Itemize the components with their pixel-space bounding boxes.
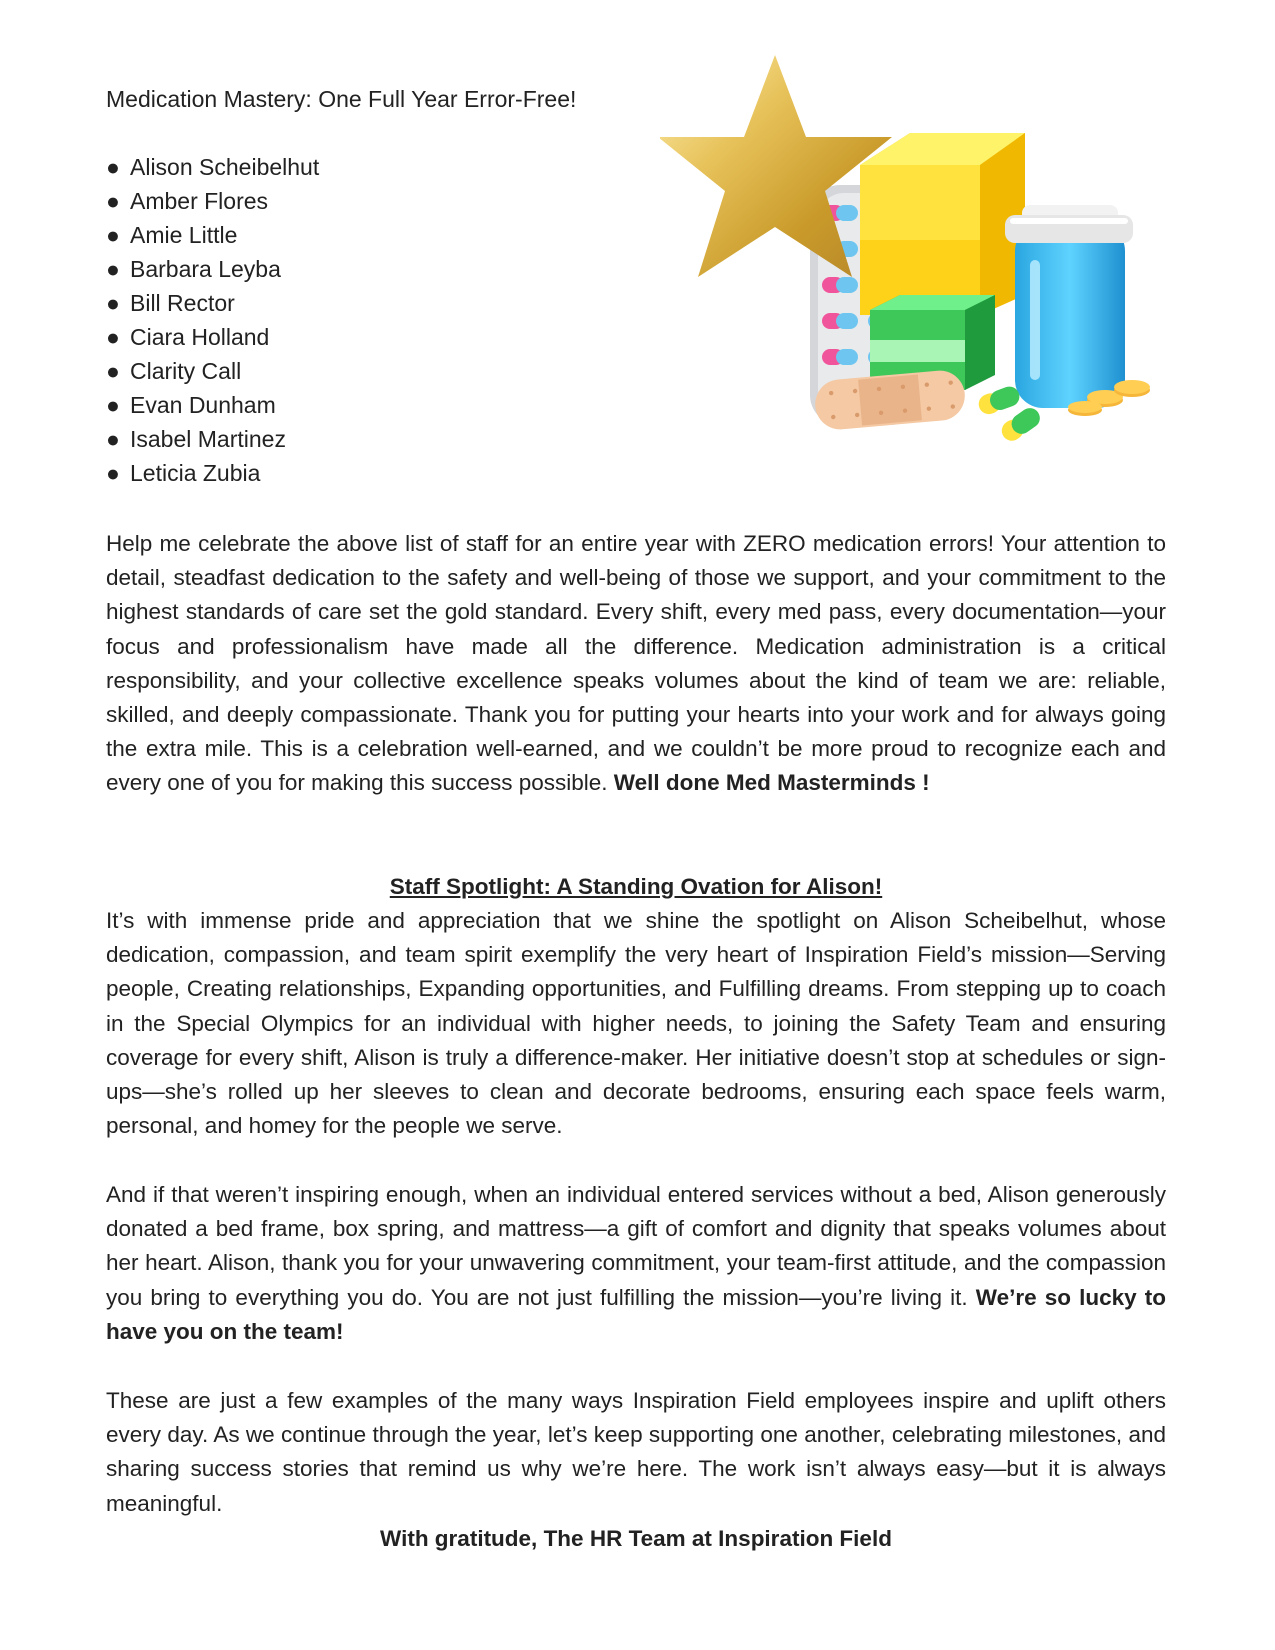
celebration-text: Help me celebrate the above list of staff for an entire year with ZERO medication errors! Your attention to detail, steadfast dedication to the safety and well-being of those we support, and your commitment to the highest standards of care set the gold standard. Every shift, every med pass, every documentation—your focus and professionalism have made all the difference. Medication administration is a critical responsibility, and your collective excellence speaks volumes about the kind of team we are: reliable, skilled, and deeply compassionate. Thank you for putting your hearts into your work and for always going the extra mile. This is a celebration well-earned, and we couldn’t be more proud to recognize each and every one of you for making this success possible. [106, 531, 1166, 796]
staff-name: Amber Flores [130, 188, 269, 214]
page-heading: Medication Mastery: One Full Year Error-Free! [106, 86, 577, 112]
celebration-paragraph [106, 527, 1166, 801]
staff-list-item [106, 286, 319, 320]
staff-list-item [106, 150, 319, 184]
staff-name: Isabel Martinez [130, 426, 286, 452]
staff-name: Amie Little [130, 222, 238, 248]
staff-list-item [106, 320, 319, 354]
staff-name: Barbara Leyba [130, 256, 281, 282]
staff-list [106, 150, 319, 490]
spotlight-paragraph-1: It’s with immense pride and appreciation that we shine the spotlight on Alison Scheibelhut, whose dedication, compassion, and team spirit exemplify the very heart of Inspiration Field’s mission—Serving people, Creating relationships, Expanding opportunities, and Fulfilling dreams. From stepping up to coach in the Special Olympics for an individual with higher needs, to joining the Safety Team and ensuring coverage for every shift, Alison is truly a difference-maker. Her initiative doesn’t stop at schedules or sign-ups—she’s rolled up her sleeves to clean and decorate bedrooms, ensuring each space feels warm, personal, and homey for the people we serve. [106, 908, 1166, 1139]
bullet-icon: ● [106, 324, 120, 350]
celebration-bold-text: Well done Med Masterminds ! [613, 770, 930, 796]
medication-illustration [660, 55, 1190, 455]
staff-name: Leticia Zubia [130, 460, 261, 486]
spotlight-paragraph-2 [106, 1178, 1166, 1349]
staff-list-item [106, 354, 319, 388]
bullet-icon: ● [106, 358, 120, 384]
yellow-box-icon [860, 133, 1025, 315]
staff-list-item [106, 388, 319, 422]
staff-name: Bill Rector [130, 290, 235, 316]
staff-name: Clarity Call [130, 358, 242, 384]
bullet-icon: ● [106, 460, 120, 486]
staff-name: Evan Dunham [130, 392, 276, 418]
signoff: With gratitude, The HR Team at Inspiration Field [380, 1526, 892, 1551]
bullet-icon: ● [106, 154, 120, 180]
bullet-icon: ● [106, 222, 120, 248]
bullet-icon: ● [106, 188, 120, 214]
bullet-icon: ● [106, 290, 120, 316]
bullet-icon: ● [106, 426, 120, 452]
spotlight-p2-bold-text: We’re so lucky to have you on the team! [106, 1284, 1167, 1344]
staff-list-item [106, 422, 319, 456]
bullet-icon: ● [106, 392, 120, 418]
staff-name: Ciara Holland [130, 324, 270, 350]
bullet-icon: ● [106, 256, 120, 282]
spotlight-p2-text: And if that weren’t inspiring enough, when an individual entered services without a bed, Alison generously donated a bed frame, box spring, and mattress—a gift of comfort and dignity that speaks volumes about her heart. Alison, thank you for your unwavering commitment, your team-first attitude, and the compassion you bring to everything you do. You are not just fulfilling the mission—you’re living it. [106, 1182, 1166, 1310]
closing-paragraph: These are just a few examples of the many ways Inspiration Field employees inspire and uplift others every day. As we continue through the year, let’s keep supporting one another, celebrating milestones, and sharing success stories that remind us why we’re here. The work isn’t always easy—but it is always meaningful. [106, 1388, 1166, 1516]
staff-list-item [106, 252, 319, 286]
staff-list-item [106, 456, 319, 490]
staff-name: Alison Scheibelhut [130, 154, 320, 180]
staff-list-item [106, 184, 319, 218]
medicine-bottle-icon [1005, 205, 1133, 408]
spotlight-title: Staff Spotlight: A Standing Ovation for Alison! [389, 874, 883, 899]
staff-list-item [106, 218, 319, 252]
